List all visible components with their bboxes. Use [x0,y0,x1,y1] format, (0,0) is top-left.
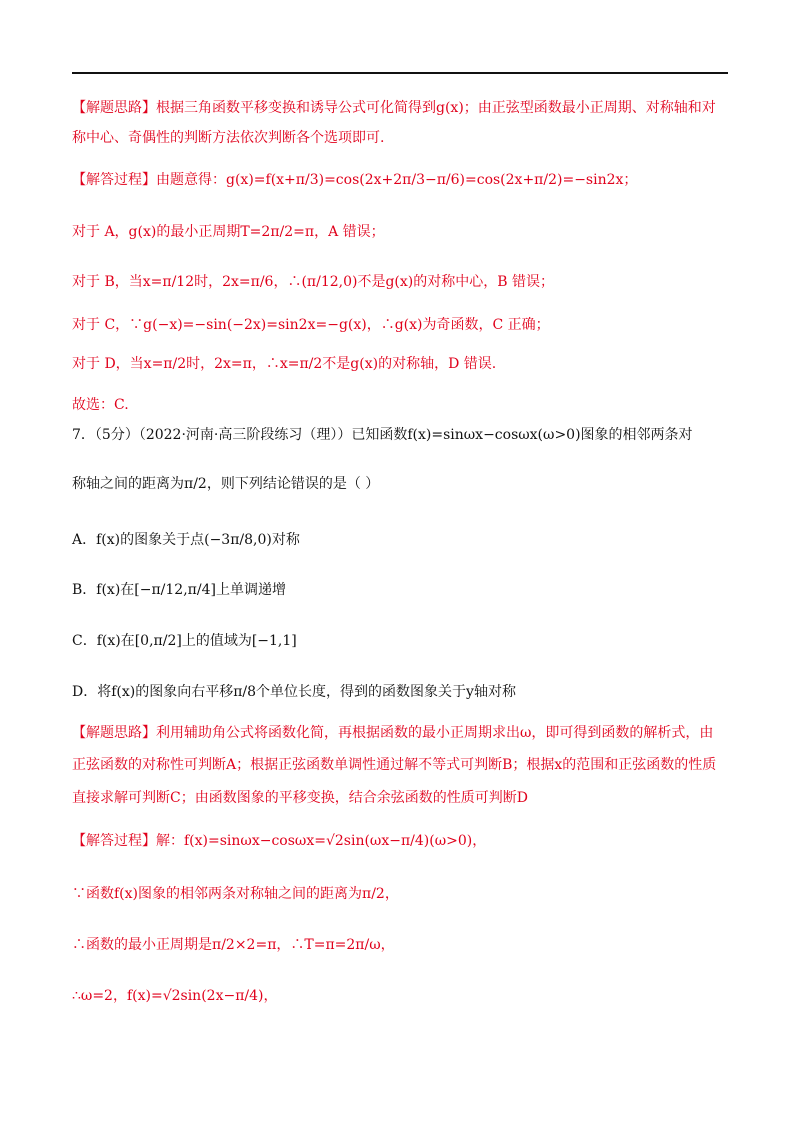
q6-idea-line1: 【解题思路】根据三角函数平移变换和诱导公式可化简得到g(x)；由正弦型函数最小正周期、对称轴和对 [72,100,716,116]
q7-idea-line1: 【解题思路】利用辅助角公式将函数化简，再根据函数的最小正周期求出ω，即可得到函数的解析式，由 [72,725,714,741]
q7-stem-line1: 7．（5分）（2022·河南·高三阶段练习（理））已知函数f(x)=sinωx−cosωx(ω>0)图象的相邻两条对 [72,427,693,443]
q6-answer: 故选：C. [72,397,129,413]
header-rule [72,72,728,74]
q7-option-d: D．将f(x)的图象向右平移π/8个单位长度，得到的函数图象关于y轴对称 [72,684,516,700]
q7-idea-line3: 直接求解可判断C；由函数图象的平移变换，结合余弦函数的性质可判断D [72,790,528,806]
q6-option-d-analysis: 对于 D，当x=π/2时，2x=π，∴x=π/2不是g(x)的对称轴，D 错误. [72,356,497,372]
q7-option-c: C．f(x)在[0,π/2]上的值域为[−1,1] [72,633,297,649]
q7-option-a: A．f(x)的图象关于点(−3π/8,0)对称 [72,532,300,548]
q7-process-line4: ∴ω=2，f(x)=√2sin(2x−π/4)， [72,988,278,1004]
q6-option-a-analysis: 对于 A，g(x)的最小正周期T=2π/2=π，A 错误； [72,224,385,240]
q7-option-b: B．f(x)在[−π/12,π/4]上单调递增 [72,582,286,598]
q6-idea-line2: 称中心、奇偶性的判断方法依次判断各个选项即可. [72,130,385,146]
q7-stem-line2: 称轴之间的距离为π/2，则下列结论错误的是（ ） [72,476,380,492]
q7-process-line2: ∵函数f(x)图象的相邻两条对称轴之间的距离为π/2， [72,886,399,902]
q6-process: 【解答过程】由题意得：g(x)=f(x+π/3)=cos(2x+2π/3−π/6)=cos(2x+π/2)=−sin2x； [72,172,638,188]
q6-option-c-analysis: 对于 C，∵g(−x)=−sin(−2x)=sin2x=−g(x)，∴g(x)为奇函数，C 正确； [72,317,550,333]
q7-idea-line2: 正弦函数的对称性可判断A；根据正弦函数单调性通过解不等式可判断B；根据x的范围和正弦函数的性质 [72,757,717,773]
q6-option-b-analysis: 对于 B，当x=π/12时，2x=π/6，∴(π/12,0)不是g(x)的对称中心，B 错误； [72,274,554,290]
q7-process-line3: ∴函数的最小正周期是π/2×2=π，∴T=π=2π/ω， [72,937,395,953]
q7-process-line1: 【解答过程】解：f(x)=sinωx−cosωx=√2sin(ωx−π/4)(ω>0)， [72,833,487,849]
